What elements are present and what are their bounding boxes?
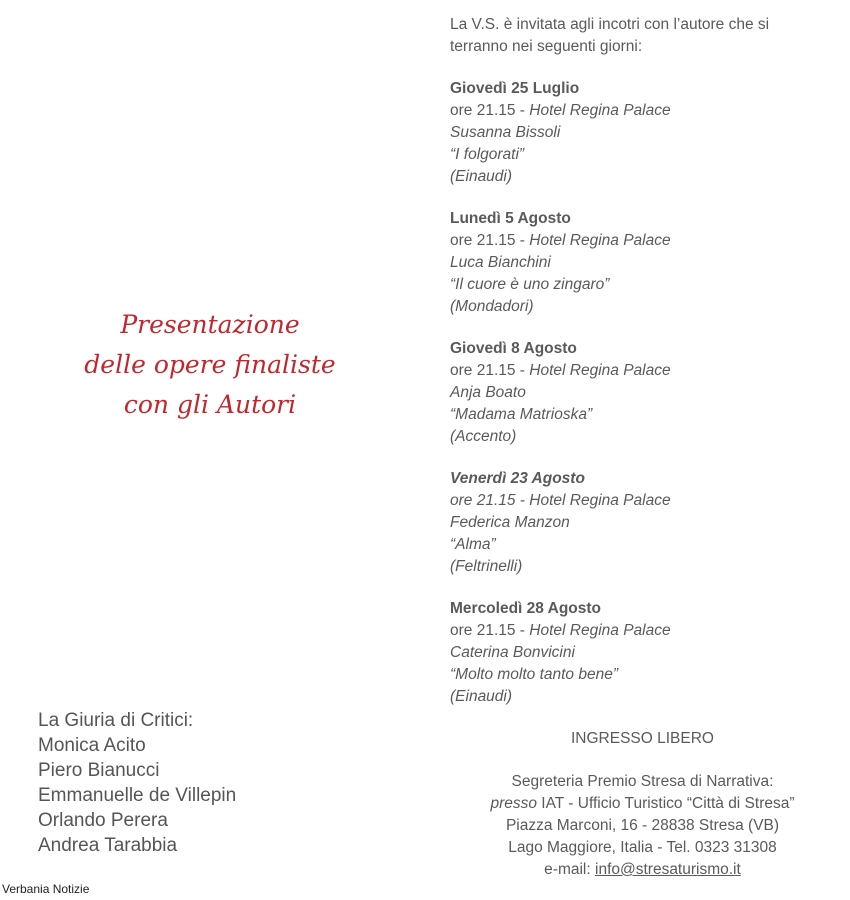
event-publisher: (Accento) <box>450 428 517 445</box>
secretariat-contact <box>450 771 835 881</box>
event-time-venue <box>450 620 845 642</box>
event-publisher: (Einaudi) <box>450 168 513 185</box>
title-line: con gli Autori <box>123 390 297 419</box>
event-book: “Molto molto tanto bene” <box>450 666 619 683</box>
event-author: Susanna Bissoli <box>450 124 561 141</box>
events-column <box>450 14 845 728</box>
event-time-venue <box>450 230 845 252</box>
event-time: ore 21.15 - <box>450 622 530 639</box>
jury-member: Orlando Perera <box>38 810 168 831</box>
jury-member: Monica Acito <box>38 735 146 756</box>
event-day: Mercoledì 28 Agosto <box>450 600 602 617</box>
event-author: Caterina Bonvicini <box>450 644 575 661</box>
event-day: Giovedì 8 Agosto <box>450 340 577 357</box>
invitation-title <box>40 305 380 425</box>
jury-member: Emmanuelle de Villepin <box>38 785 237 806</box>
event-item <box>450 468 845 578</box>
title-line: Presentazione <box>120 310 300 339</box>
intro-line: La V.S. è invitata agli incotri con l’autore che si <box>450 16 770 33</box>
event-publisher: (Mondadori) <box>450 298 534 315</box>
presso-word: presso <box>490 795 537 812</box>
event-time: ore 21.15 - <box>450 362 530 379</box>
event-book: “I folgorati” <box>450 146 525 163</box>
jury-member: Andrea Tarabbia <box>38 835 178 856</box>
event-publisher: (Feltrinelli) <box>450 558 523 575</box>
event-time-venue <box>450 360 845 382</box>
jury-list <box>38 708 398 858</box>
event-item <box>450 338 845 448</box>
event-item <box>450 598 845 708</box>
event-venue: Hotel Regina Palace <box>529 232 671 249</box>
event-author: Luca Bianchini <box>450 254 551 271</box>
event-time-venue <box>450 490 845 512</box>
intro-text <box>450 14 845 58</box>
event-book: “Alma” <box>450 536 496 553</box>
event-time: ore 21.15 - Hotel Regina Palace <box>450 492 671 509</box>
event-day: Venerdì 23 Agosto <box>450 470 585 487</box>
secretariat-line: Segreteria Premio Stresa di Narrativa: <box>511 773 774 790</box>
event-day: Giovedì 25 Luglio <box>450 80 580 97</box>
event-venue: Hotel Regina Palace <box>529 102 671 119</box>
free-entry-notice: INGRESSO LIBERO <box>571 730 714 747</box>
event-publisher: (Einaudi) <box>450 688 513 705</box>
secretariat-phone: Lago Maggiore, Italia - Tel. 0323 31308 <box>508 839 777 856</box>
event-author: Federica Manzon <box>450 514 570 531</box>
intro-line: terranno nei seguenti giorni: <box>450 38 643 55</box>
watermark: Verbania Notizie <box>2 882 90 896</box>
event-time: ore 21.15 - <box>450 232 530 249</box>
event-venue: Hotel Regina Palace <box>529 622 671 639</box>
event-day: Lunedì 5 Agosto <box>450 210 571 227</box>
event-time: ore 21.15 - <box>450 102 530 119</box>
jury-heading: La Giuria di Critici: <box>38 710 194 731</box>
secretariat-email-line <box>450 859 835 881</box>
email-label: e-mail: <box>544 861 595 878</box>
event-book: “Il cuore è uno zingaro” <box>450 276 610 293</box>
office-name: IAT - Ufficio Turistico “Città di Stresa” <box>536 795 795 812</box>
event-item <box>450 208 845 318</box>
event-book: “Madama Matrioska” <box>450 406 593 423</box>
email-link[interactable]: info@stresaturismo.it <box>595 861 741 878</box>
event-time-venue <box>450 100 845 122</box>
jury-member: Piero Bianucci <box>38 760 160 781</box>
title-line: delle opere finaliste <box>84 350 336 379</box>
event-item <box>450 78 845 188</box>
event-author: Anja Boato <box>450 384 526 401</box>
event-venue: Hotel Regina Palace <box>529 362 671 379</box>
secretariat-line <box>450 793 835 815</box>
secretariat-address: Piazza Marconi, 16 - 28838 Stresa (VB) <box>505 817 780 834</box>
